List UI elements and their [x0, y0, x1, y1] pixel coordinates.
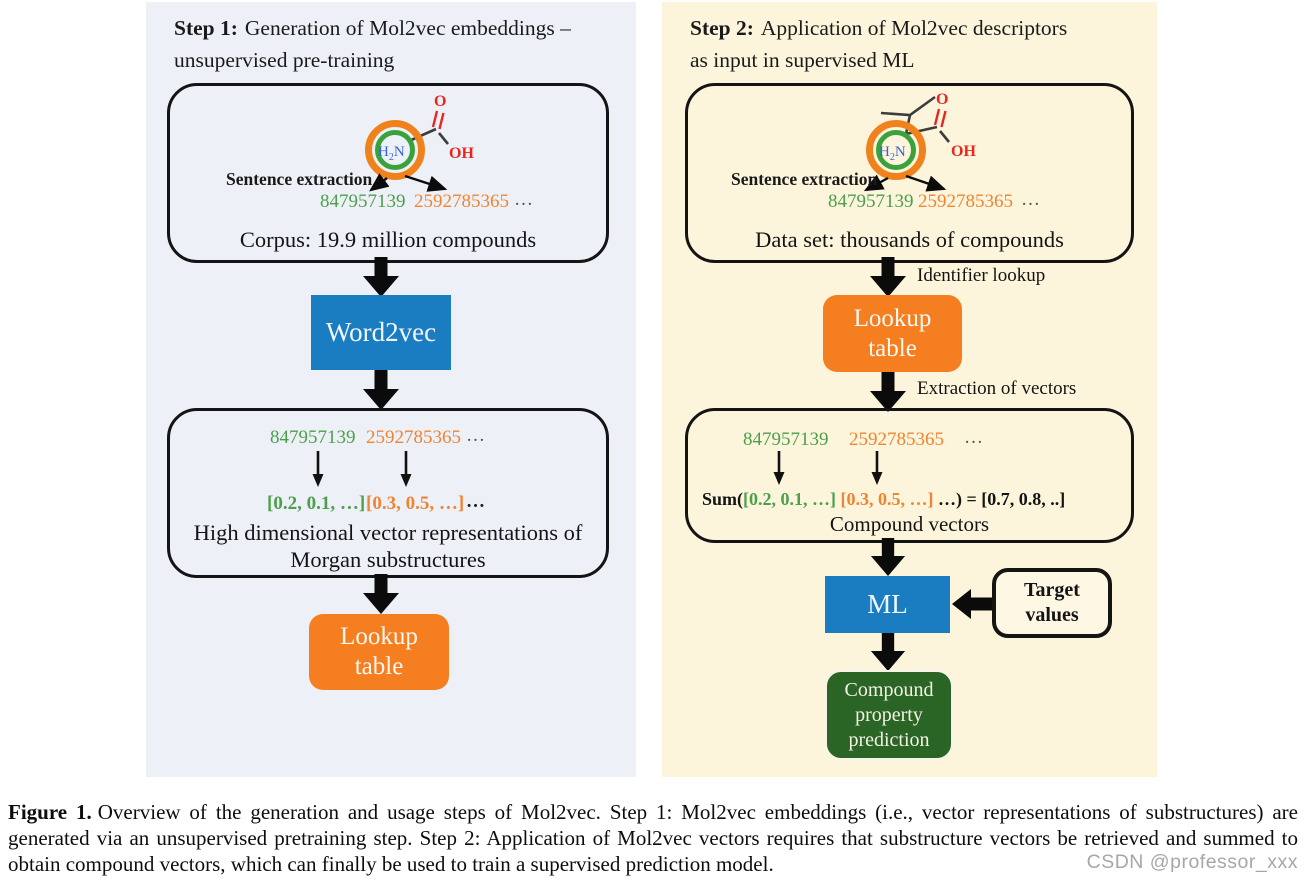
lookup-label-line1: Lookup: [853, 304, 932, 332]
step1-title-line2: unsupervised pre-training: [174, 48, 395, 72]
figure-caption-label: Figure 1.: [8, 800, 92, 824]
step1-title: [174, 12, 571, 76]
figure-caption-text: Overview of the generation and usage steps of Mol2vec. Step 1: Mol2vec embeddings (i.e., vector representations of substructures) are generated via an unsupervised pretraining step. Step 2: Application of Mol2vec vectors requires that substructure vectors be retrieved and summed to obtain compound vectors, which can finally be used to train a supervised prediction model.: [8, 800, 1298, 876]
prediction-label-line2: property: [855, 703, 923, 726]
step1-title-bold: Step 1:: [174, 16, 238, 40]
ml-box: [825, 576, 950, 633]
step2-sentence-extraction-label: Sentence extraction: [731, 169, 878, 189]
step2-title-line2: as input in supervised ML: [690, 48, 915, 72]
target-label-line1: Target: [1024, 579, 1080, 601]
step1-panel: [146, 2, 636, 777]
step1-vectors-box: [167, 408, 609, 578]
vector-green: [0.2, 0.1, …]: [743, 489, 837, 509]
extraction-of-vectors-label: Extraction of vectors: [917, 378, 1077, 399]
vectors-caption-line2: Morgan substructures: [290, 547, 486, 572]
carbonyl-oxygen-label: O: [434, 93, 447, 110]
substructure-id-orange: 2592785365: [366, 427, 461, 448]
extraction-arrow-right: [405, 176, 445, 189]
step2-title-bold: Step 2:: [690, 16, 754, 40]
prediction-label-line3: prediction: [848, 728, 930, 751]
extraction-arrow-right: [906, 176, 944, 189]
word2vec-label: Word2vec: [325, 317, 437, 347]
substructure-id-green: 847957139: [828, 191, 914, 212]
sum-expression: [702, 489, 1065, 510]
word2vec-box: [311, 295, 451, 370]
ellipsis: …: [1021, 189, 1040, 210]
step2-title: [690, 12, 1067, 76]
vector-orange: [0.3, 0.5, …]: [840, 489, 934, 509]
step2-title-line1: [690, 12, 1067, 44]
extraction-arrow-left: [371, 178, 387, 190]
vector-orange: [0.3, 0.5, …]: [366, 493, 465, 514]
flow-arrow-down-icon: [869, 538, 907, 581]
hydroxyl-label: OH: [951, 143, 976, 160]
csdn-watermark: CSDN @professor_xxx: [1086, 851, 1298, 873]
substructure-id-green: 847957139: [743, 429, 829, 450]
corpus-caption: Corpus: 19.9 million compounds: [239, 227, 537, 252]
step2-dataset-box: [685, 83, 1134, 263]
step2-panel: [662, 2, 1157, 777]
vectors-caption-line1: High dimensional vector representations of: [193, 520, 583, 545]
target-values-box: [992, 568, 1112, 638]
ellipsis: …: [964, 427, 983, 448]
lookup-label-line2: table: [354, 653, 404, 680]
ellipsis: …: [466, 425, 485, 446]
step1-title-rest: Generation of Mol2vec embeddings –: [244, 16, 571, 40]
ellipsis: …: [466, 491, 485, 512]
ml-label: ML: [867, 589, 908, 619]
substructure-id-green: 847957139: [270, 427, 356, 448]
step1-title-line1: [174, 12, 571, 44]
amine-group-label: $H_2N$: [879, 144, 906, 163]
target-label-line2: values: [1025, 604, 1079, 626]
step1-lookup-table-box: [309, 614, 449, 690]
sum-open: Sum(: [702, 489, 744, 509]
step1-sentence-extraction-label: Sentence extraction: [226, 169, 373, 189]
dataset-caption: Data set: thousands of compounds: [755, 227, 1064, 252]
lookup-label-line1: Lookup: [340, 623, 418, 650]
substructure-id-orange: 2592785365: [918, 191, 1013, 212]
substructure-id-orange: 2592785365: [414, 191, 509, 212]
carbonyl-oxygen-label: O: [936, 91, 949, 108]
maps-to-arrow-icon: [311, 451, 325, 492]
substructure-id-orange: 2592785365: [849, 429, 944, 450]
compound-property-prediction-box: [825, 670, 953, 760]
compound-vectors-caption: Compound vectors: [829, 512, 990, 536]
step2-sum-box: [685, 408, 1134, 543]
amine-group-label: $H_2N$: [378, 144, 405, 163]
maps-to-arrow-icon: [870, 451, 884, 490]
hydroxyl-label: OH: [449, 145, 474, 162]
maps-to-arrow-icon: [772, 451, 786, 490]
lookup-label-line2: table: [868, 334, 917, 362]
flow-arrow-down-icon: [362, 574, 400, 619]
step2-title-rest: Application of Mol2vec descriptors: [760, 16, 1068, 40]
substructure-id-green: 847957139: [320, 191, 406, 212]
vectors-caption: [170, 519, 606, 573]
ellipsis: …: [514, 189, 533, 210]
step2-lookup-table-box: [823, 295, 962, 372]
prediction-label-line1: Compound: [844, 678, 934, 701]
maps-to-arrow-icon: [399, 451, 413, 492]
identifier-lookup-label: Identifier lookup: [917, 265, 1046, 286]
sum-close: …) = [0.7, 0.8, ..]: [938, 489, 1066, 509]
step1-corpus-box: [167, 83, 609, 263]
vector-green: [0.2, 0.1, …]: [267, 493, 366, 514]
